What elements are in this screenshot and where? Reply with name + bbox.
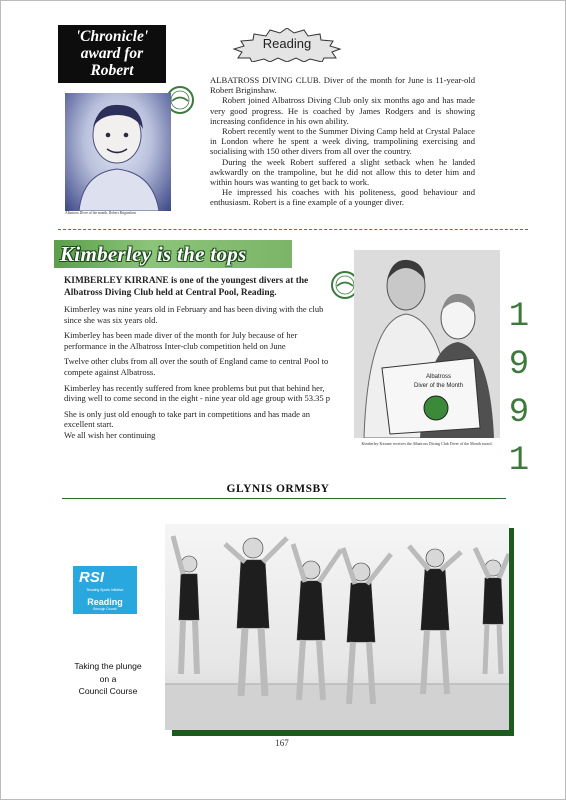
year-digit: 9 <box>508 394 530 432</box>
kimberley-headline: Kimberley is the tops <box>54 240 292 268</box>
banner-text-1: Albatross <box>426 374 452 380</box>
rsi-subtitle: Reading Sports Initiative <box>86 588 124 592</box>
article-paragraph: ALBATROSS DIVING CLUB. Diver of the month for June is 11-year-old Robert Briginshaw. <box>210 75 475 96</box>
caption-line: Taking the plunge <box>74 661 142 671</box>
headline-line-3: Robert <box>90 62 134 79</box>
kimberley-photo <box>354 250 500 438</box>
byline: GLYNIS ORMSBY <box>226 483 330 495</box>
headline-line-2: award for <box>80 45 144 62</box>
article-paragraph: We all wish her continuing <box>64 429 156 440</box>
article-paragraph: She is only just old enough to take part in competitions and has made an excellent start. <box>64 408 310 430</box>
caption-line: on a <box>99 673 117 684</box>
page-number: 167 <box>275 738 289 748</box>
rsi-reading-logo <box>73 566 137 614</box>
caption-line: Council Course <box>78 686 138 696</box>
article-paragraph: Twelve other clubs from all over the south of England came to central Pool to compete against Albatross. <box>64 356 329 377</box>
robert-article <box>210 75 475 208</box>
boy-portrait-icon <box>65 93 171 211</box>
article-paragraph: Robert recently went to the Summer Diving Camp held at Crystal Palace in London where he spent a week diving, trampolining exercising and socialising with 150 other divers from all over the country. <box>210 126 475 157</box>
article-paragraph: During the week Robert suffered a slight setback when he landed awkwardly on the trampoline, but he did not allow this to deter him and within hours was wanting to get back to work. <box>210 156 475 188</box>
article-paragraph: Kimberley has recently suffered from knee problems but put that behind her, diving well to come second in the eight - nine year old age group with 53.35 p <box>64 382 331 404</box>
year-1991 <box>504 293 534 485</box>
section-divider-2 <box>62 498 506 499</box>
swimmers-group-icon <box>165 524 509 730</box>
swimmers-photo <box>165 524 509 730</box>
kimberley-photo-caption: Kimberley Kirrane receives the Albatross Diving Club Diver of the Month award. <box>361 441 493 446</box>
article-paragraph: Robert joined Albatross Diving Club only six months ago and has made very good progress. He is coached by James Rodgers and is showing increasing confidence in his own ability. <box>210 95 475 126</box>
article-lead: KIMBERLEY KIRRANE is one of the youngest divers at the Albatross Diving Club held at Central Pool, Reading. <box>64 276 309 298</box>
robert-photo-caption: Albatross Diver of the month, Robert Briginshaw <box>65 211 137 215</box>
year-digit: 9 <box>508 346 530 384</box>
plunge-caption <box>60 660 156 698</box>
article-paragraph: He impressed his coaches with his politeness, good behaviour and enthusiasm. Robert is a fine example of a younger diver. <box>210 187 475 208</box>
reading-badge-label: Reading <box>262 36 312 51</box>
section-divider <box>58 229 528 230</box>
year-digit: 1 <box>508 298 530 336</box>
coach-and-diver-portrait-icon <box>354 250 500 438</box>
year-digit: 1 <box>508 442 530 480</box>
robert-photo <box>65 93 171 211</box>
reading-badge <box>232 28 342 62</box>
article-paragraph: Kimberley was nine years old in February and has been diving with the club since she was six years old. <box>64 304 324 325</box>
reading-name: Reading <box>87 597 123 607</box>
kimberley-article <box>64 276 332 441</box>
rsi-mark: RSI <box>79 569 105 586</box>
banner-text-2: Diver of the Month <box>414 383 464 389</box>
chronicle-award-headline <box>58 25 166 83</box>
article-paragraph: Kimberley has been made diver of the month for July because of her performance in the Albatross Inter-club competition held on June <box>64 330 298 351</box>
headline-line-1: 'Chronicle' <box>75 28 149 45</box>
council-tag: Borough Council <box>93 607 117 611</box>
